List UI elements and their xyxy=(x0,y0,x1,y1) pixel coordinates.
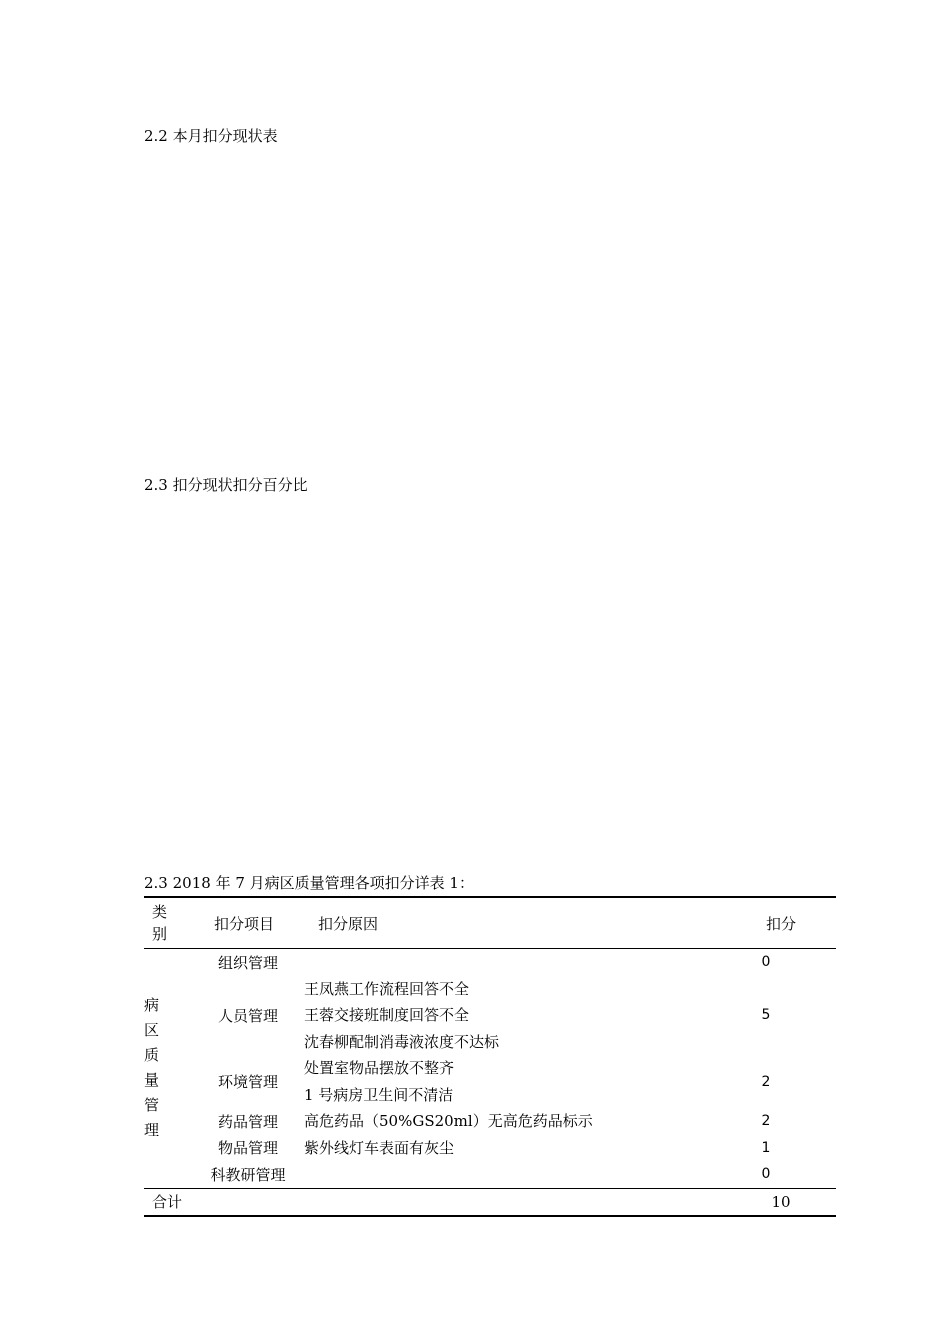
score-cell: 0 xyxy=(761,954,771,971)
category-char: 量 xyxy=(144,1071,160,1090)
score-cell: 0 xyxy=(761,1166,771,1183)
section-heading-2-3: 2.3 扣分现状扣分百分比 xyxy=(144,476,308,494)
header-category-line2: 别 xyxy=(152,925,168,943)
category-char: 病 xyxy=(144,996,160,1015)
total-spacer xyxy=(304,1188,696,1216)
table-row xyxy=(144,949,836,976)
table-header-row xyxy=(144,897,836,949)
table-caption: 2.3 2018 年 7 月病区质量管理各项扣分详表 1： xyxy=(144,874,474,892)
total-row xyxy=(144,1188,836,1216)
reason-line: 王凤燕工作流程回答不全 xyxy=(304,979,470,998)
reason-line: 1 号病房卫生间不清洁 xyxy=(304,1085,454,1104)
reason-cell xyxy=(304,976,696,1056)
reason-line: 王蓉交接班制度回答不全 xyxy=(304,1006,470,1024)
item-cell: 物品管理 xyxy=(217,1139,278,1158)
score-cell: 2 xyxy=(761,1113,771,1130)
reason-empty xyxy=(304,1161,696,1188)
category-char: 区 xyxy=(144,1021,160,1040)
score-cell: 2 xyxy=(761,1073,771,1090)
table-row xyxy=(144,976,836,1056)
section-heading-2-2: 2.2 本月扣分现状表 xyxy=(144,127,278,145)
total-label: 合计 xyxy=(144,1188,304,1216)
item-cell: 科教研管理 xyxy=(210,1165,286,1184)
category-char: 管 xyxy=(144,1096,160,1115)
item-cell: 组织管理 xyxy=(217,953,278,972)
reason-cell xyxy=(304,1161,696,1188)
reason-line: 沈春柳配制消毒液浓度不达标 xyxy=(304,1032,500,1051)
table-row xyxy=(144,1108,836,1135)
header-item: 扣分项目 xyxy=(192,897,304,949)
category-cell xyxy=(144,949,192,1189)
category-char: 质 xyxy=(144,1046,160,1065)
score-cell: 1 xyxy=(761,1139,771,1156)
header-reason: 扣分原因 xyxy=(304,897,696,949)
item-cell: 人员管理 xyxy=(217,1006,278,1025)
reason-line: 高危药品（50%GS20ml）无高危药品标示 xyxy=(304,1112,593,1130)
reason-line: 处置室物品摆放不整齐 xyxy=(304,1059,455,1077)
deduction-detail-table xyxy=(144,896,836,1217)
item-cell: 环境管理 xyxy=(217,1073,278,1091)
reason-line: 紫外线灯车表面有灰尘 xyxy=(304,1138,455,1157)
item-cell: 药品管理 xyxy=(217,1112,278,1131)
score-cell: 5 xyxy=(761,1007,771,1024)
header-category xyxy=(144,897,192,949)
category-char: 理 xyxy=(144,1121,160,1140)
reason-cell xyxy=(304,949,696,976)
header-category-line1: 类 xyxy=(152,903,168,921)
reason-cell xyxy=(304,1055,696,1108)
table-row xyxy=(144,1161,836,1188)
header-score: 扣分 xyxy=(696,897,836,949)
reason-cell xyxy=(304,1108,696,1135)
reason-cell xyxy=(304,1135,696,1162)
total-score: 10 xyxy=(696,1188,836,1216)
reason-empty xyxy=(304,949,696,976)
table-row xyxy=(144,1135,836,1162)
table-row xyxy=(144,1055,836,1108)
